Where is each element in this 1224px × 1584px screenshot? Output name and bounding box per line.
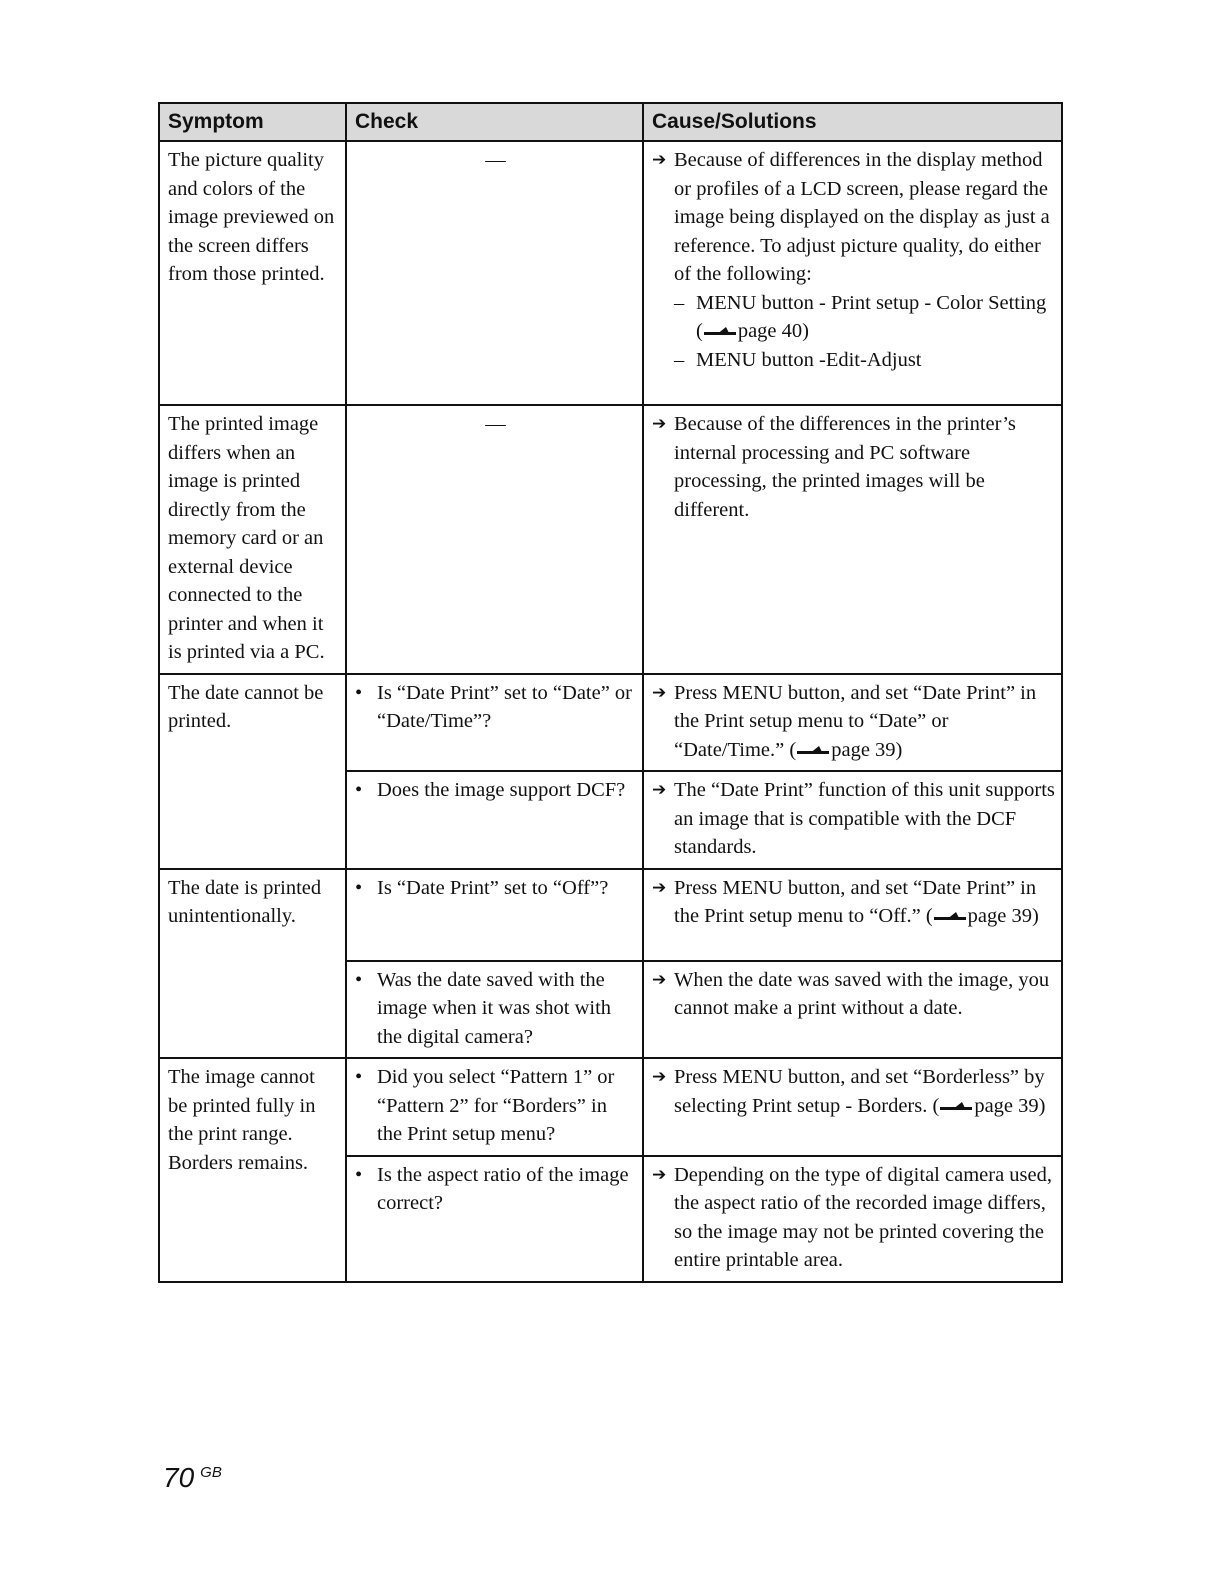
page-reference-arrow-icon [934,911,966,923]
arrow-icon: ➔ [652,1067,667,1087]
cause-cell [643,771,1062,869]
table-row [159,1058,1062,1156]
symptom-cell: The image cannot be printed fully in the print range. Borders remains. [159,1058,346,1282]
page-reference[interactable]: page 39) [967,905,1039,927]
arrow-icon: ➔ [652,969,667,990]
arrow-icon: ➔ [652,1164,667,1185]
symptom-cell: The date cannot be printed. [159,674,346,869]
page-reference[interactable]: page 40) [737,320,809,342]
page-reference-arrow-icon [940,1101,972,1113]
sub-item-text: MENU button -Edit-Adjust [696,348,922,371]
bullet-marker: • [355,1163,363,1186]
page-footer [163,1462,222,1494]
solution-text: The “Date Print” function of this unit supports an image that is compatible with the DCF standards. [674,779,1055,858]
bullet-marker: • [355,1066,363,1088]
sub-item [674,346,1055,375]
bullet-marker: • [355,681,363,704]
page-reference-arrow-icon [797,745,829,757]
solution-text: Depending on the type of digital camera used, the aspect ratio of the recorded image differs, so the image may not be printed covering the entire printable area. [674,1163,1052,1271]
table-row [159,141,1062,405]
page-number: 70 [163,1462,195,1493]
page-reference-arrow-icon [704,326,736,338]
arrow-icon: ➔ [652,414,667,434]
table-row [159,869,1062,961]
check-text: Is “Date Print” set to “Off”? [377,876,609,899]
solution-text: Press MENU button, and set “Date Print” in the Print setup menu to “Off.” ( [674,876,1037,927]
arrow-icon: ➔ [652,150,667,170]
arrow-icon: ➔ [652,682,667,703]
arrow-icon: ➔ [652,877,667,898]
cause-cell [643,869,1062,961]
cause-cell [643,961,1062,1059]
check-cell [346,771,643,869]
check-cell [346,674,643,772]
check-text: Did you select “Pattern 1” or “Pattern 2” for “Borders” in the Print setup menu? [377,1066,615,1145]
check-cell: — [346,405,643,674]
check-cell [346,961,643,1059]
page-reference[interactable]: page 39) [831,738,903,761]
table-row [159,405,1062,674]
solution-text: Press MENU button, and set “Borderless” by selecting Print setup - Borders. ( [674,1066,1045,1117]
header-cause-solutions: Cause/Solutions [643,103,1062,141]
cause-cell [643,674,1062,772]
region-code: GB [200,1464,222,1481]
sub-item [674,289,1055,346]
symptom-cell: The date is printed unintentionally. [159,869,346,1059]
check-cell [346,1156,643,1282]
cause-cell [643,405,1062,674]
symptom-cell: The printed image differs when an image is printed directly from the memory card or an external device connected to the printer and when it is printed via a PC. [159,405,346,674]
arrow-icon: ➔ [652,780,667,800]
check-cell [346,869,643,961]
page-reference[interactable]: page 39) [974,1094,1046,1117]
check-text: Is “Date Print” set to “Date” or “Date/Time”? [377,681,633,732]
table-row [159,674,1062,772]
check-text: Is the aspect ratio of the image correct? [377,1163,629,1214]
bullet-marker: • [355,876,363,899]
check-text: Does the image support DCF? [377,779,626,801]
table-header-row [159,103,1062,141]
bullet-marker: • [355,779,363,801]
cause-cell [643,1156,1062,1282]
check-text: Was the date saved with the image when it was shot with the digital camera? [377,968,612,1048]
header-symptom: Symptom [159,103,346,141]
cause-cell [643,141,1062,405]
dash-marker: – [674,291,685,314]
solution-text: When the date was saved with the image, you cannot make a print without a date. [674,968,1050,1019]
cause-cell [643,1058,1062,1156]
check-cell [346,1058,643,1156]
solution-text: Because of the differences in the printer’s internal processing and PC software processing, the printed images will be different. [674,413,1016,521]
solution-text: Press MENU button, and set “Date Print” in the Print setup menu to “Date” or “Date/Time.” ( [674,681,1037,761]
solution-text: Because of differences in the display method or profiles of a LCD screen, please regard the image being displayed on the display as just a reference. To adjust picture quality, do either of the following: [674,149,1050,285]
check-cell: — [346,141,643,405]
bullet-marker: • [355,968,363,991]
dash-marker: – [674,348,685,371]
troubleshooting-table [158,102,1063,1283]
sub-item-text: MENU button - Print setup - Color Setting ( [696,291,1047,342]
symptom-cell: The picture quality and colors of the image previewed on the screen differs from those printed. [159,141,346,405]
header-check: Check [346,103,643,141]
